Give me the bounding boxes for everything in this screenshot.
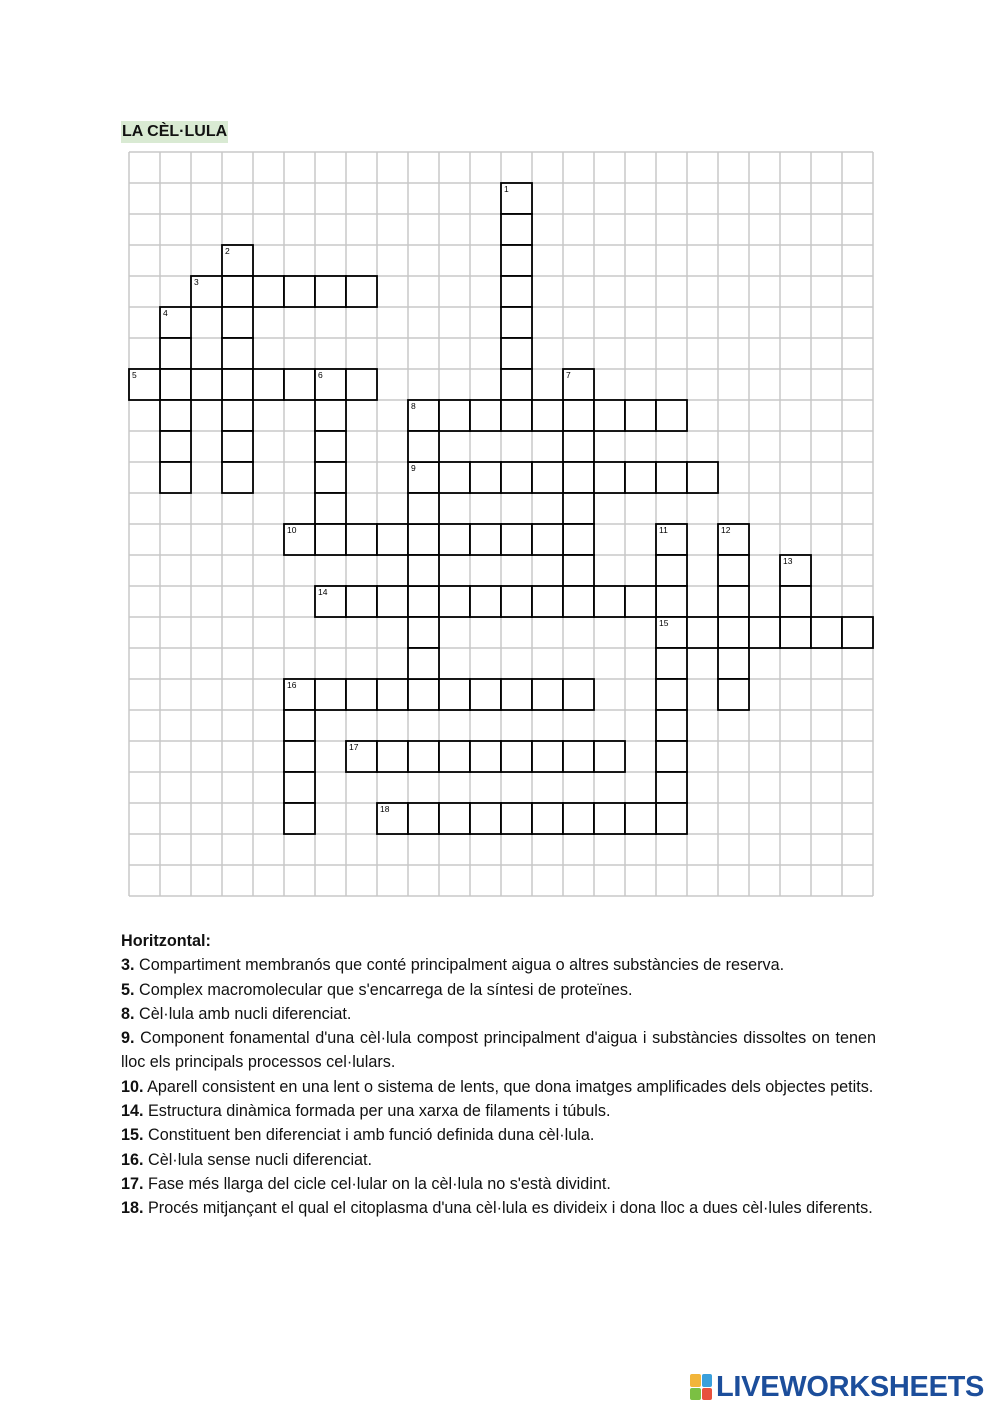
clue-list: [121, 953, 876, 1220]
answer-cell[interactable]: [439, 462, 470, 493]
cell-number: 1: [504, 184, 509, 194]
answer-cell[interactable]: [594, 803, 625, 834]
clues-section: [121, 929, 876, 1221]
answer-cell[interactable]: [718, 555, 749, 586]
answer-cell[interactable]: [563, 431, 594, 462]
answer-cell[interactable]: [718, 648, 749, 679]
clue-number: 17.: [121, 1174, 144, 1193]
answer-cell[interactable]: [222, 400, 253, 431]
clue-item: [121, 1196, 876, 1220]
logo-badge-e: [702, 1388, 713, 1401]
answer-cell[interactable]: [315, 462, 346, 493]
clue-text: Cèl·lula sense nucli diferenciat.: [143, 1150, 373, 1169]
answer-cell[interactable]: [501, 214, 532, 245]
answer-cell[interactable]: [501, 276, 532, 307]
crossword-svg: [127, 150, 879, 898]
answer-cell[interactable]: [284, 710, 315, 741]
answer-cell[interactable]: [501, 400, 532, 431]
worksheet-title: LA CÈL·LULA: [121, 121, 228, 143]
clue-item: [121, 1002, 876, 1026]
clue-text: Complex macromolecular que s'encarrega de la síntesi de proteïnes.: [134, 980, 633, 999]
logo-badge-icon: [690, 1374, 712, 1400]
answer-cell[interactable]: [563, 586, 594, 617]
cell-number: 13: [783, 556, 793, 566]
answer-cell[interactable]: [222, 369, 253, 400]
answer-cell[interactable]: [532, 679, 563, 710]
clue-item: [121, 978, 876, 1002]
cell-number: 15: [659, 618, 669, 628]
answer-cell[interactable]: [501, 307, 532, 338]
answer-cell[interactable]: [439, 524, 470, 555]
answer-cell[interactable]: [501, 586, 532, 617]
cell-number: 10: [287, 525, 297, 535]
answer-cell[interactable]: [563, 741, 594, 772]
clue-item: [121, 1123, 876, 1147]
answer-cell[interactable]: [625, 586, 656, 617]
answer-cell[interactable]: [315, 679, 346, 710]
answer-cell[interactable]: [656, 741, 687, 772]
answer-cell[interactable]: [501, 803, 532, 834]
answer-cell[interactable]: [563, 493, 594, 524]
answer-cell[interactable]: [563, 524, 594, 555]
cell-number: 5: [132, 370, 137, 380]
answer-cell[interactable]: [811, 617, 842, 648]
clue-item: [121, 1099, 876, 1123]
answer-cell[interactable]: [470, 524, 501, 555]
answer-cell[interactable]: [594, 586, 625, 617]
answer-cell[interactable]: [377, 679, 408, 710]
cell-number: 11: [659, 525, 668, 535]
answer-cell[interactable]: [160, 431, 191, 462]
answer-cell[interactable]: [501, 462, 532, 493]
clue-text: Aparell consistent en una lent o sistema de lents, que dona imatges amplificades dels objectes petits.: [143, 1077, 874, 1096]
answer-cell[interactable]: [470, 400, 501, 431]
answer-cell[interactable]: [656, 772, 687, 803]
clue-item: [121, 1075, 876, 1099]
answer-cell[interactable]: [346, 524, 377, 555]
logo-badge-i: [702, 1374, 713, 1387]
answer-cell[interactable]: [594, 400, 625, 431]
answer-cell[interactable]: [532, 462, 563, 493]
cell-number: 7: [566, 370, 571, 380]
answer-cell[interactable]: [284, 276, 315, 307]
answer-cell[interactable]: [408, 679, 439, 710]
answer-cell[interactable]: [377, 586, 408, 617]
answer-cell[interactable]: [501, 369, 532, 400]
cell-number: 4: [163, 308, 168, 318]
clue-number: 9.: [121, 1029, 135, 1048]
clue-number: 15.: [121, 1126, 144, 1145]
answer-cell[interactable]: [625, 400, 656, 431]
clue-item: [121, 1026, 876, 1075]
answer-cell[interactable]: [563, 555, 594, 586]
answer-cell[interactable]: [501, 741, 532, 772]
cell-number: 2: [225, 246, 230, 256]
clue-number: 18.: [121, 1199, 144, 1218]
clue-text: Component fonamental d'una cèl·lula compost principalment d'aigua i substàncies dissoltes on tenen lloc els principals processos cel·lulars.: [121, 1029, 876, 1072]
answer-cell[interactable]: [253, 369, 284, 400]
answer-cell[interactable]: [718, 679, 749, 710]
answer-cell[interactable]: [656, 710, 687, 741]
answer-cell[interactable]: [470, 803, 501, 834]
answer-cell[interactable]: [346, 276, 377, 307]
answer-cell[interactable]: [625, 803, 656, 834]
cell-number: 12: [721, 525, 731, 535]
answer-cell[interactable]: [594, 741, 625, 772]
answer-cell[interactable]: [408, 524, 439, 555]
crossword-grid: [127, 150, 879, 898]
answer-cell[interactable]: [222, 338, 253, 369]
answer-cell[interactable]: [253, 276, 284, 307]
answer-cell[interactable]: [439, 586, 470, 617]
clue-item: [121, 953, 876, 977]
answer-cell[interactable]: [563, 679, 594, 710]
answer-cell[interactable]: [408, 431, 439, 462]
answer-cell[interactable]: [532, 803, 563, 834]
clue-item: [121, 1172, 876, 1196]
answer-cell[interactable]: [408, 555, 439, 586]
answer-cell[interactable]: [284, 803, 315, 834]
answer-cell[interactable]: [749, 617, 780, 648]
logo-badge-v: [690, 1388, 701, 1401]
answer-cell[interactable]: [439, 803, 470, 834]
answer-cell[interactable]: [563, 400, 594, 431]
answer-cell[interactable]: [346, 369, 377, 400]
answer-cell[interactable]: [625, 462, 656, 493]
answer-cell[interactable]: [687, 462, 718, 493]
answer-cell[interactable]: [718, 586, 749, 617]
answer-cell[interactable]: [315, 400, 346, 431]
cell-number: 9: [411, 463, 416, 473]
answer-cell[interactable]: [222, 276, 253, 307]
answer-cell[interactable]: [222, 462, 253, 493]
cell-number: 16: [287, 680, 297, 690]
logo-badge-l: [690, 1374, 701, 1387]
answer-cell[interactable]: [408, 741, 439, 772]
answer-cell[interactable]: [780, 617, 811, 648]
clue-text: Compartiment membranós que conté principalment aigua o altres substàncies de reserva.: [134, 956, 785, 975]
clues-heading: Horitzontal:: [121, 932, 211, 950]
answer-cell[interactable]: [718, 617, 749, 648]
answer-cell[interactable]: [656, 555, 687, 586]
answer-cell[interactable]: [315, 276, 346, 307]
answer-cell[interactable]: [284, 772, 315, 803]
answer-cell[interactable]: [532, 524, 563, 555]
answer-cell[interactable]: [563, 462, 594, 493]
cell-number: 6: [318, 370, 323, 380]
answer-cell[interactable]: [501, 245, 532, 276]
answer-cell[interactable]: [470, 462, 501, 493]
answer-cell[interactable]: [191, 369, 222, 400]
answer-cell[interactable]: [501, 524, 532, 555]
clue-text: Fase més llarga del cicle cel·lular on la cèl·lula no s'està dividint.: [143, 1174, 611, 1193]
answer-cell[interactable]: [594, 462, 625, 493]
answer-cell[interactable]: [656, 400, 687, 431]
answer-cell[interactable]: [780, 586, 811, 617]
answer-cell[interactable]: [470, 586, 501, 617]
clue-number: 14.: [121, 1102, 144, 1121]
answer-cell[interactable]: [377, 741, 408, 772]
answer-cell[interactable]: [408, 493, 439, 524]
answer-cell[interactable]: [160, 338, 191, 369]
answer-cell[interactable]: [532, 741, 563, 772]
clue-number: 8.: [121, 1004, 135, 1023]
answer-cell[interactable]: [160, 462, 191, 493]
answer-cell[interactable]: [346, 586, 377, 617]
clue-text: Estructura dinàmica formada per una xarxa de filaments i túbuls.: [143, 1102, 611, 1121]
answer-cell[interactable]: [439, 400, 470, 431]
answer-cell[interactable]: [315, 431, 346, 462]
answer-cell[interactable]: [842, 617, 873, 648]
liveworksheets-logo: [690, 1372, 984, 1402]
answer-cell[interactable]: [470, 741, 501, 772]
answer-cell[interactable]: [408, 803, 439, 834]
answer-cell[interactable]: [439, 679, 470, 710]
answer-cell[interactable]: [284, 369, 315, 400]
answer-cell[interactable]: [501, 338, 532, 369]
answer-cell[interactable]: [656, 803, 687, 834]
answer-cell[interactable]: [346, 679, 377, 710]
answer-cell[interactable]: [160, 400, 191, 431]
clue-text: Constituent ben diferenciat i amb funció definida duna cèl·lula.: [143, 1126, 595, 1145]
answer-cell[interactable]: [656, 586, 687, 617]
clue-number: 3.: [121, 956, 135, 975]
answer-cell[interactable]: [222, 307, 253, 338]
answer-cell[interactable]: [656, 679, 687, 710]
answer-cell[interactable]: [532, 400, 563, 431]
cell-number: 14: [318, 587, 328, 597]
clue-text: Cèl·lula amb nucli diferenciat.: [134, 1004, 352, 1023]
answer-cell[interactable]: [656, 648, 687, 679]
answer-cell[interactable]: [160, 369, 191, 400]
clue-number: 16.: [121, 1150, 144, 1169]
answer-cell[interactable]: [315, 493, 346, 524]
answer-cell[interactable]: [656, 462, 687, 493]
clue-number: 10.: [121, 1077, 144, 1096]
answer-cell[interactable]: [563, 803, 594, 834]
cell-number: 18: [380, 804, 390, 814]
logo-text: LIVEWORKSHEETS: [716, 1370, 985, 1403]
answer-cell[interactable]: [687, 617, 718, 648]
answer-cell[interactable]: [439, 741, 470, 772]
answer-cell[interactable]: [408, 617, 439, 648]
cell-number: 8: [411, 401, 416, 411]
clue-number: 5.: [121, 980, 135, 999]
cell-number: 3: [194, 277, 199, 287]
cell-number: 17: [349, 742, 359, 752]
answer-cell[interactable]: [222, 431, 253, 462]
answer-cell[interactable]: [315, 524, 346, 555]
answer-cell[interactable]: [408, 648, 439, 679]
clue-text: Procés mitjançant el qual el citoplasma d'una cèl·lula es divideix i dona lloc a dues cèl·lules diferents.: [143, 1199, 873, 1218]
answer-cell[interactable]: [532, 586, 563, 617]
answer-cell[interactable]: [377, 524, 408, 555]
answer-cell[interactable]: [408, 586, 439, 617]
answer-cell[interactable]: [470, 679, 501, 710]
answer-cell[interactable]: [501, 679, 532, 710]
clue-item: [121, 1148, 876, 1172]
answer-cell[interactable]: [284, 741, 315, 772]
